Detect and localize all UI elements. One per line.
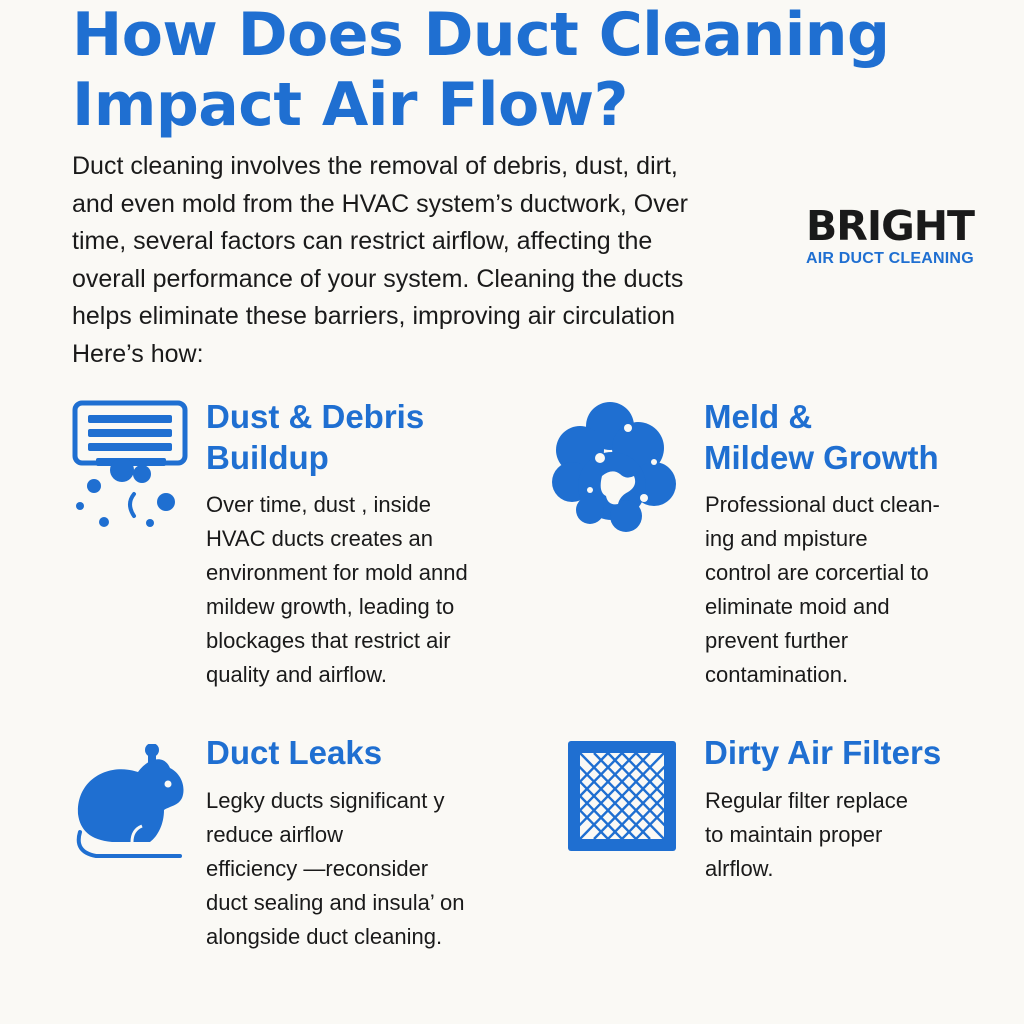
intro-line: Duct cleaning involves the removal of debris, dust, dirt, — [72, 152, 678, 180]
feature-title-duct-leaks: Duct Leaks — [206, 734, 383, 771]
intro-paragraph — [72, 148, 792, 373]
vent-debris-icon — [70, 398, 194, 534]
feature-body-duct-leaks: Legky ducts significant y reduce airflow efficiency —reconsider duct sealing and insula’ on alongside duct cleaning. — [206, 788, 465, 949]
feature-title-dirty-air-filters: Dirty Air Filters — [704, 734, 942, 771]
feature-body-dust-debris: Over time, dust , inside HVAC ducts creates an environment for mold annd mildew growth, leading to blockages that restrict air quality and airflow. — [206, 492, 468, 687]
mold-icon — [550, 398, 682, 534]
rodent-icon — [72, 744, 188, 866]
feature-body-dirty-air-filters: Regular filter replace to maintain proper alrflow. — [705, 788, 908, 881]
bright-logo — [806, 204, 996, 274]
logo-wordmark: BRIGHT — [806, 202, 975, 250]
feature-title-mold-mildew: Meld & Mildew Growth — [704, 398, 939, 476]
feature-body-mold-mildew: Professional duct clean- ing and mpisture control are corcertial to eliminate moid and prevent further contamination. — [705, 492, 940, 687]
logo-subtitle: AIR DUCT CLEANING — [806, 250, 974, 267]
intro-line: and even mold from the HVAC system’s ductwork, Over — [72, 189, 688, 218]
intro-line: Here’s how: — [72, 339, 204, 368]
title-line: How Does Duct Cleaning — [72, 0, 890, 70]
feature-title-dust-debris: Dust & Debris Buildup — [206, 398, 425, 476]
intro-line: overall performance of your system. Cleaning the ducts — [72, 264, 684, 293]
intro-line: helps eliminate these barriers, improving air circulation — [72, 302, 676, 330]
intro-line: time, several factors can restrict airflow, affecting the — [72, 227, 653, 255]
air-filter-icon — [564, 737, 680, 855]
title-line: Impact Air Flow? — [72, 70, 628, 140]
page-title — [72, 0, 972, 140]
